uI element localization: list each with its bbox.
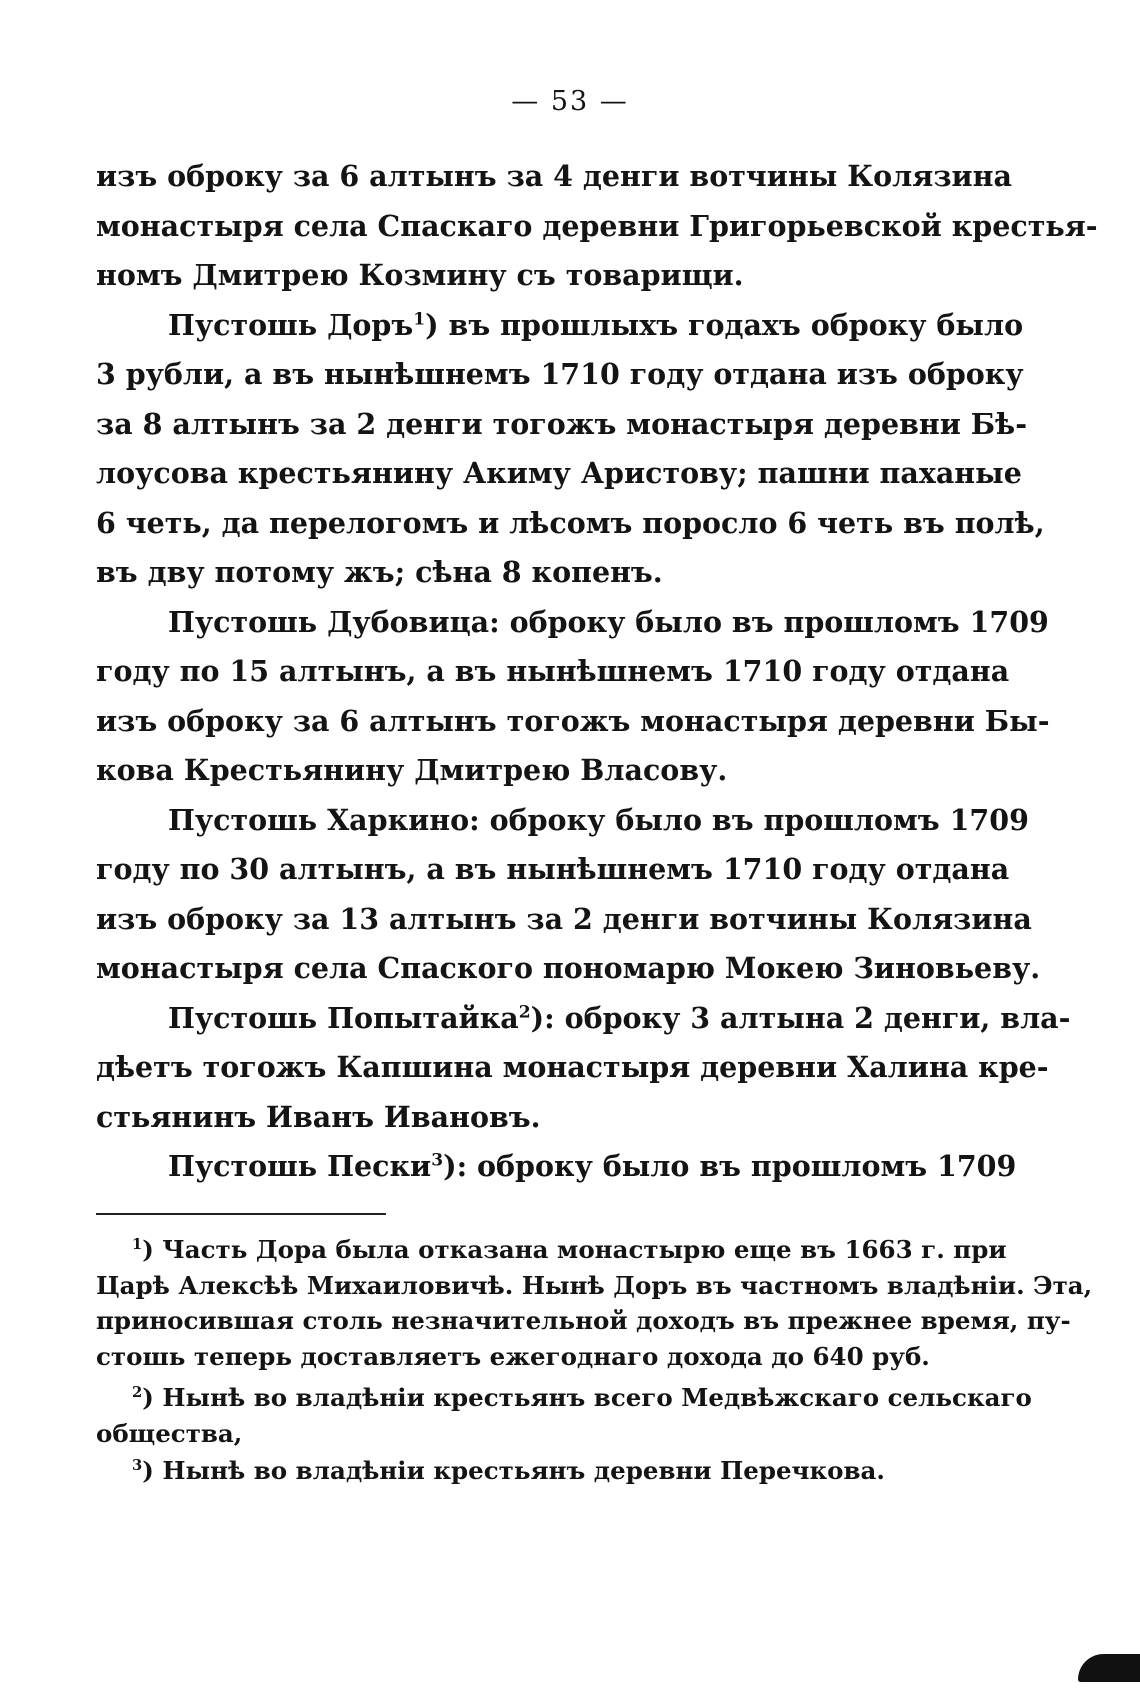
text-segment: Пустошь Пески — [168, 1149, 432, 1183]
paragraph-6 — [96, 1142, 1017, 1192]
text-line — [96, 1453, 978, 1489]
text-line — [96, 1232, 1007, 1268]
page-number: — 53 — — [511, 86, 629, 117]
text-segment: ): оброку было въ прошломъ 1709 — [443, 1149, 1017, 1183]
paragraph-1 — [96, 152, 1098, 301]
paragraph-3 — [96, 598, 1050, 796]
text-segment: ): оброку 3 алтына 2 денги, вла- — [530, 1000, 1071, 1035]
text-line: общества, — [96, 1418, 243, 1448]
text-line — [96, 1142, 1017, 1192]
footnote-3 — [96, 1453, 978, 1489]
text-line: Пустошь Харкино: оброку было въ прошломъ 1709 — [168, 802, 1029, 837]
text-line: 6 четь, да перелогомъ и лѣсомъ поросло 6 четь въ полѣ, — [96, 505, 1045, 540]
footnote-mark: 3 — [132, 1456, 143, 1474]
text-segment: Пустошь Доръ — [168, 307, 414, 342]
text-line — [96, 1380, 1032, 1416]
text-line: изъ оброку за 6 алтынъ тогожъ монастыря деревни Бы- — [96, 703, 1050, 738]
text-line: за 8 алтынъ за 2 денги тогожъ монастыря деревни Бѣ- — [96, 406, 1028, 441]
text-line: приносившая столь незначительной доходъ въ прежнее время, пу- — [96, 1306, 1071, 1335]
footnote-divider — [96, 1213, 386, 1215]
text-line: году по 30 алтынъ, а въ нынѣшнемъ 1710 году отдана — [96, 852, 1010, 886]
text-line: 3 рубли, а въ нынѣшнемъ 1710 году отдана изъ оброку — [96, 357, 1024, 391]
footnote-1 — [96, 1232, 1093, 1374]
main-text — [96, 152, 1098, 1192]
text-line: номъ Дмитрею Козмину съ товарищи. — [96, 258, 744, 292]
text-segment: Пустошь Попытайка — [168, 1000, 519, 1035]
text-line: Пустошь Дубовица: оброку было въ прошломъ 1709 — [168, 604, 1049, 639]
text-line: лоусова крестьянину Акиму Аристову; пашни паханые — [96, 456, 1022, 490]
footnote-mark: 2 — [132, 1383, 143, 1401]
text-line: году по 15 алтынъ, а въ нынѣшнемъ 1710 году отдана — [96, 654, 1010, 688]
text-line — [96, 301, 1024, 351]
text-segment: ) Нынѣ во владѣнiи крестьянъ деревни Перечкова. — [142, 1456, 885, 1485]
paragraph-5 — [96, 994, 1071, 1143]
text-line: монастыря села Спаского пономарю Мокею Зиновьеву. — [96, 951, 1041, 985]
footnote-ref-1: 1 — [413, 309, 426, 329]
footnote-mark: 1 — [132, 1235, 143, 1253]
footnote-ref-3: 3 — [431, 1150, 444, 1171]
text-line: кова Крестьянину Дмитрею Власову. — [96, 753, 728, 787]
text-line: въ дву потому жъ; сѣна 8 копенъ. — [96, 555, 663, 589]
text-line: стошь теперь доставляетъ ежегоднаго дохода до 640 руб. — [96, 1341, 930, 1371]
text-line: изъ оброку за 13 алтынъ за 2 денги вотчины Колязина — [96, 901, 1032, 936]
paragraph-2 — [96, 301, 1045, 598]
text-line: стьянинъ Иванъ Ивановъ. — [96, 1099, 541, 1134]
footnote-ref-2: 2 — [518, 1002, 531, 1022]
text-line — [96, 994, 1071, 1044]
text-line: изъ оброку за 6 алтынъ за 4 денги вотчины Колязина — [96, 159, 1012, 193]
text-line: монастыря села Спаскаго деревни Григорьевской крестья- — [96, 208, 1098, 243]
text-segment: ) Нынѣ во владѣнiи крестьянъ всего Медвѣжскаго сельскаго — [142, 1383, 1032, 1412]
text-segment: ) Часть Дора была отказана монастырю еще въ 1663 г. при — [142, 1235, 1007, 1264]
scan-smudge — [1078, 1654, 1140, 1682]
text-line: дѣетъ тогожъ Капшина монастыря деревни Халина кре- — [96, 1050, 1049, 1084]
footnote-2 — [96, 1380, 1032, 1451]
paragraph-4 — [96, 796, 1041, 994]
text-segment: ) въ прошлыхъ годахъ оброку было — [425, 307, 1024, 342]
text-line: Царѣ Алексѣѣ Михаиловичѣ. Нынѣ Доръ въ частномъ владѣнiи. Эта, — [96, 1270, 1093, 1300]
